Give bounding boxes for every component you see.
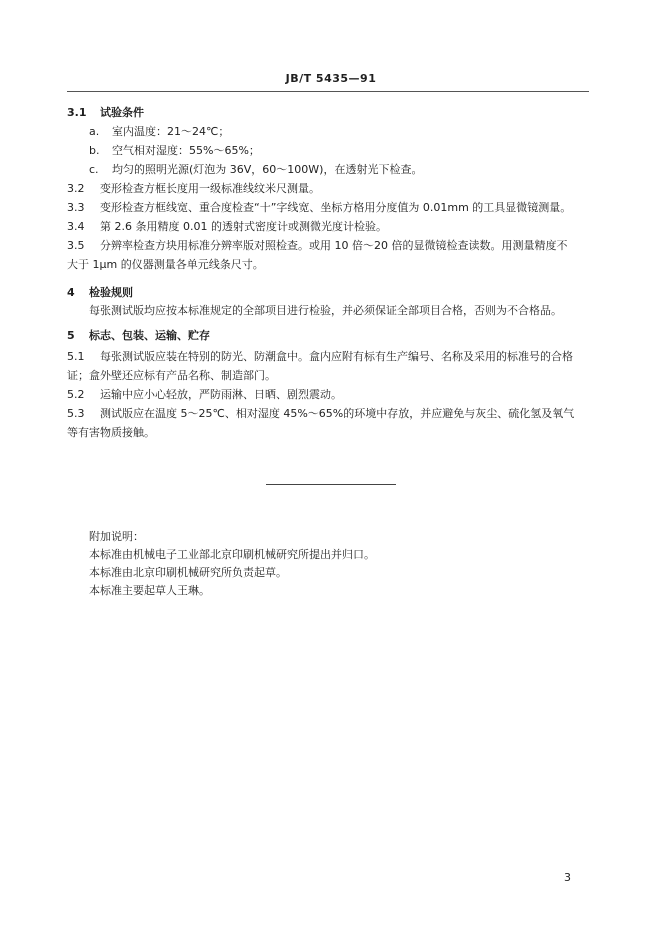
clause-3-3-number: 3.3 xyxy=(67,201,85,214)
clause-5-3 xyxy=(67,407,574,421)
clause-5-3-text-line1: 测试版应在温度 5～25℃、相对湿度 45%～65%的环境中存放，并应避免与灰尘、硫化氢及氧气 xyxy=(100,407,575,420)
item-a-label: a. xyxy=(89,125,100,138)
clause-3-5-text-line2: 大于 1μm 的仪器测量各单元线条尺寸。 xyxy=(67,258,264,271)
item-b-label: b. xyxy=(89,144,100,157)
item-c-text: 均匀的照明光源(灯泡为 36V，60～100W)，在透射光下检查。 xyxy=(112,163,423,176)
section-5-number: 5 xyxy=(67,329,75,342)
clause-3-1-heading xyxy=(67,106,144,120)
item-a-text: 室内温度：21～24℃； xyxy=(112,125,230,138)
clause-3-5 xyxy=(67,239,567,253)
clause-3-1-item-a xyxy=(89,125,229,139)
section-4-title: 检验规则 xyxy=(89,286,133,299)
clause-3-3 xyxy=(67,201,571,215)
clause-5-1-number: 5.1 xyxy=(67,350,85,363)
page-number: 3 xyxy=(564,871,571,884)
section-4-heading xyxy=(67,286,133,300)
section-5-title: 标志、包装、运输、贮存 xyxy=(89,329,210,342)
clause-5-2-number: 5.2 xyxy=(67,388,85,401)
standard-code-header: JB/T 5435—91 xyxy=(285,72,377,85)
clause-5-2-text: 运输中应小心轻放，严防雨淋、日晒、剧烈震动。 xyxy=(100,388,342,401)
clause-5-3-number: 5.3 xyxy=(67,407,85,420)
header-rule xyxy=(67,91,589,92)
section-4-number: 4 xyxy=(67,286,75,299)
additional-notes-line2: 本标准由北京印刷机械研究所负责起草。 xyxy=(89,566,287,579)
clause-3-5-text-line1: 分辨率检查方块用标准分辨率版对照检查。或用 10 倍～20 倍的显微镜检查读数。用测量精度不 xyxy=(100,239,568,252)
clause-5-2 xyxy=(67,388,342,402)
additional-notes-line3: 本标准主要起草人王琳。 xyxy=(89,584,210,597)
clause-3-1-item-b xyxy=(89,144,260,158)
clause-3-1-number: 3.1 xyxy=(67,106,87,119)
end-of-text-rule xyxy=(266,484,396,485)
clause-3-2-number: 3.2 xyxy=(67,182,85,195)
clause-3-2 xyxy=(67,182,320,196)
clause-3-4-number: 3.4 xyxy=(67,220,85,233)
clause-5-1 xyxy=(67,350,573,364)
additional-notes-title: 附加说明： xyxy=(89,530,144,543)
section-5-heading xyxy=(67,329,210,343)
clause-5-3-text-line2: 等有害物质接触。 xyxy=(67,426,155,439)
item-b-text: 空气相对湿度：55%～65%； xyxy=(112,144,260,157)
section-4-text: 每张测试版均应按本标准规定的全部项目进行检验，并必须保证全部项目合格，否则为不合格品。 xyxy=(89,304,562,317)
clause-3-5-number: 3.5 xyxy=(67,239,85,252)
clause-3-4-text: 第 2.6 条用精度 0.01 的透射式密度计或测微光度计检验。 xyxy=(100,220,387,233)
item-c-label: c. xyxy=(89,163,99,176)
clause-3-1-item-c xyxy=(89,163,422,177)
additional-notes-line1: 本标准由机械电子工业部北京印刷机械研究所提出并归口。 xyxy=(89,548,375,561)
clause-3-2-text: 变形检查方框长度用一级标准线纹米尺测量。 xyxy=(100,182,320,195)
clause-5-1-text-line1: 每张测试版应装在特别的防光、防潮盒中。盒内应附有标有生产编号、名称及采用的标准号的合格 xyxy=(100,350,573,363)
clause-5-1-text-line2: 证；盒外壁还应标有产品名称、制造部门。 xyxy=(67,369,276,382)
clause-3-1-title: 试验条件 xyxy=(100,106,144,119)
clause-3-4 xyxy=(67,220,387,234)
clause-3-3-text: 变形检查方框线宽、重合度检查“十”字线宽、坐标方格用分度值为 0.01mm 的工具显微镜测量。 xyxy=(100,201,572,214)
